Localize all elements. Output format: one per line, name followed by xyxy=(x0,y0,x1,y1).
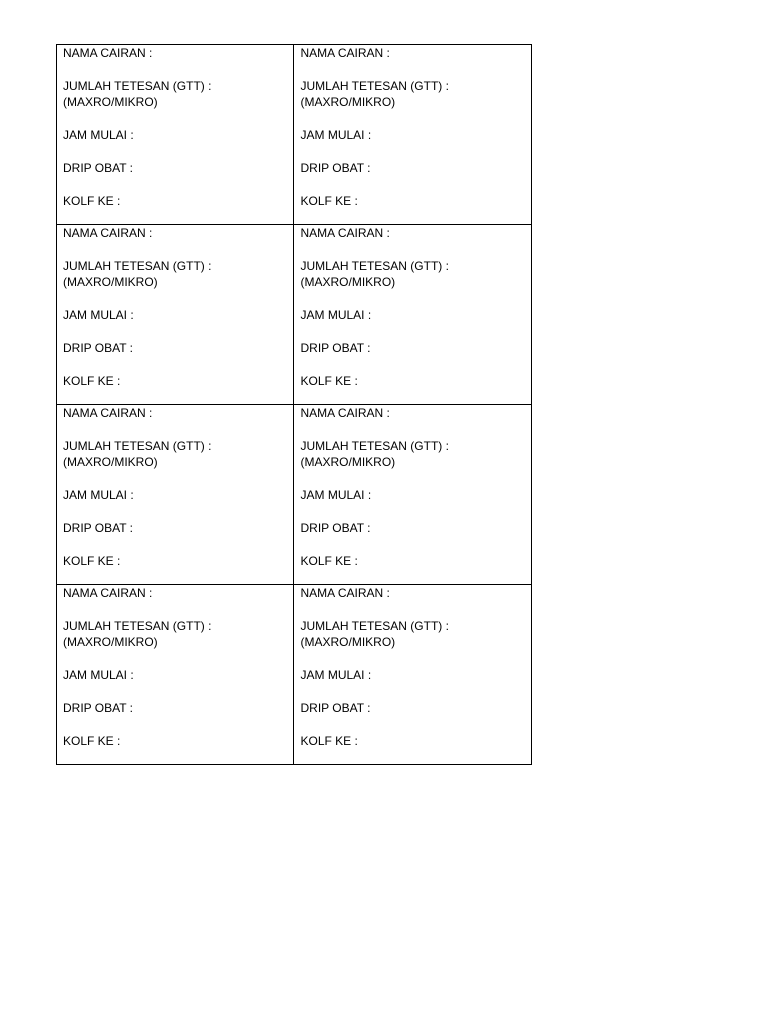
nama-cairan-label: NAMA CAIRAN : xyxy=(300,406,390,420)
infusion-label-cell xyxy=(57,405,294,585)
drip-obat-label: DRIP OBAT : xyxy=(63,161,134,175)
nama-cairan-label: NAMA CAIRAN : xyxy=(300,586,390,600)
infusion-label-table xyxy=(56,44,532,765)
kolf-ke-label: KOLF KE : xyxy=(300,734,358,748)
drip-obat-label: DRIP OBAT : xyxy=(63,521,134,535)
jumlah-tetesan-label: JUMLAH TETESAN (GTT) : xyxy=(300,619,449,633)
maxro-mikro-label: (MAXRO/MIKRO) xyxy=(63,95,158,109)
table-row xyxy=(57,225,532,405)
jumlah-tetesan-label: JUMLAH TETESAN (GTT) : xyxy=(300,79,449,93)
nama-cairan-label: NAMA CAIRAN : xyxy=(63,226,153,240)
infusion-label-content xyxy=(63,585,293,749)
drip-obat-label: DRIP OBAT : xyxy=(300,521,371,535)
infusion-label-content xyxy=(63,45,293,209)
jam-mulai-label: JAM MULAI : xyxy=(63,488,134,502)
maxro-mikro-label: (MAXRO/MIKRO) xyxy=(300,275,396,289)
infusion-label-content xyxy=(63,225,293,389)
jumlah-tetesan-label: JUMLAH TETESAN (GTT) : xyxy=(63,439,212,453)
nama-cairan-label: NAMA CAIRAN : xyxy=(63,406,153,420)
jumlah-tetesan-label: JUMLAH TETESAN (GTT) : xyxy=(63,619,212,633)
infusion-label-cell xyxy=(294,585,532,765)
jam-mulai-label: JAM MULAI : xyxy=(300,488,372,502)
jumlah-tetesan-label: JUMLAH TETESAN (GTT) : xyxy=(63,79,212,93)
drip-obat-label: DRIP OBAT : xyxy=(300,701,371,715)
infusion-label-cell xyxy=(294,225,532,405)
kolf-ke-label: KOLF KE : xyxy=(300,554,358,568)
maxro-mikro-label: (MAXRO/MIKRO) xyxy=(300,455,396,469)
infusion-label-cell xyxy=(294,45,532,225)
nama-cairan-label: NAMA CAIRAN : xyxy=(300,226,390,240)
drip-obat-label: DRIP OBAT : xyxy=(63,341,134,355)
table-row xyxy=(57,405,532,585)
drip-obat-label: DRIP OBAT : xyxy=(300,341,371,355)
jumlah-tetesan-label: JUMLAH TETESAN (GTT) : xyxy=(63,259,212,273)
jam-mulai-label: JAM MULAI : xyxy=(63,668,134,682)
infusion-label-cell xyxy=(57,225,294,405)
kolf-ke-label: KOLF KE : xyxy=(63,194,121,208)
maxro-mikro-label: (MAXRO/MIKRO) xyxy=(63,635,158,649)
maxro-mikro-label: (MAXRO/MIKRO) xyxy=(63,275,158,289)
infusion-label-cell xyxy=(57,585,294,765)
kolf-ke-label: KOLF KE : xyxy=(300,194,358,208)
infusion-label-content xyxy=(300,405,531,569)
maxro-mikro-label: (MAXRO/MIKRO) xyxy=(300,635,396,649)
jam-mulai-label: JAM MULAI : xyxy=(63,308,134,322)
infusion-label-content xyxy=(300,45,531,209)
kolf-ke-label: KOLF KE : xyxy=(63,554,121,568)
jam-mulai-label: JAM MULAI : xyxy=(300,308,372,322)
drip-obat-label: DRIP OBAT : xyxy=(300,161,371,175)
infusion-label-content xyxy=(63,405,293,569)
kolf-ke-label: KOLF KE : xyxy=(63,374,121,388)
jam-mulai-label: JAM MULAI : xyxy=(300,128,372,142)
infusion-label-content xyxy=(300,225,531,389)
maxro-mikro-label: (MAXRO/MIKRO) xyxy=(63,455,158,469)
drip-obat-label: DRIP OBAT : xyxy=(63,701,134,715)
maxro-mikro-label: (MAXRO/MIKRO) xyxy=(300,95,396,109)
table-row xyxy=(57,45,532,225)
infusion-label-cell xyxy=(57,45,294,225)
jam-mulai-label: JAM MULAI : xyxy=(63,128,134,142)
infusion-label-content xyxy=(300,585,531,749)
kolf-ke-label: KOLF KE : xyxy=(300,374,358,388)
jumlah-tetesan-label: JUMLAH TETESAN (GTT) : xyxy=(300,439,449,453)
jam-mulai-label: JAM MULAI : xyxy=(300,668,372,682)
kolf-ke-label: KOLF KE : xyxy=(63,734,121,748)
infusion-label-cell xyxy=(294,405,532,585)
nama-cairan-label: NAMA CAIRAN : xyxy=(300,46,390,60)
nama-cairan-label: NAMA CAIRAN : xyxy=(63,46,153,60)
nama-cairan-label: NAMA CAIRAN : xyxy=(63,586,153,600)
jumlah-tetesan-label: JUMLAH TETESAN (GTT) : xyxy=(300,259,449,273)
table-row xyxy=(57,585,532,765)
